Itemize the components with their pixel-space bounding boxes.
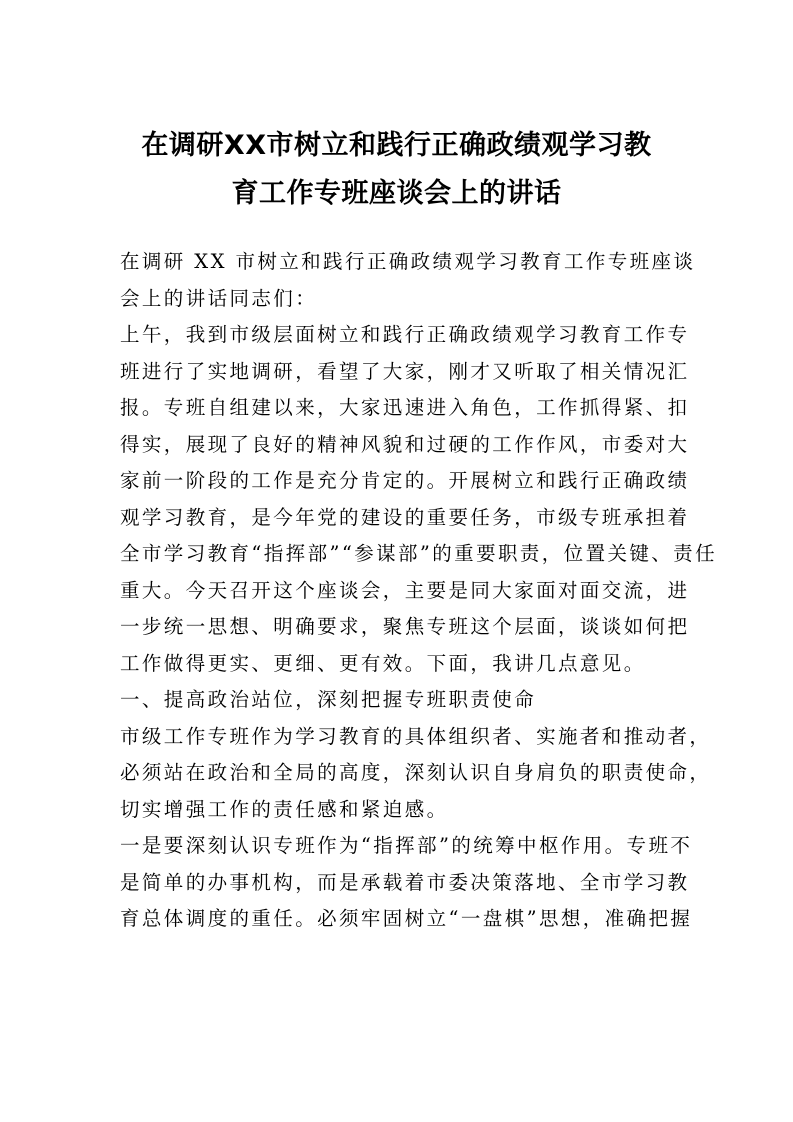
body-line: 一步统一思想、明确要求，聚焦专班这个层面，谈谈如何把 [120,615,690,638]
title-line-1: 在调研XX市树立和践行正确政绩观学习教 [141,130,652,161]
body-line: 重大。今天召开这个座谈会，主要是同大家面对面交流，进 [120,578,690,602]
body-line: 观学习教育，是今年党的建设的重要任务，市级专班承担着 [120,505,690,529]
body-line: 一是要深刻认识专班作为“指挥部”的统筹中枢作用。专班不 [120,834,693,857]
body-line: 工作做得更实、更细、更有效。下面，我讲几点意见。 [120,651,646,675]
body-line: 是简单的办事机构，而是承载着市委决策落地、全市学习教 [120,870,690,894]
body-line: 班进行了实地调研，看望了大家，刚才又听取了相关情况汇 [120,359,690,383]
title-line-2: 育工作专班座谈会上的讲话 [231,178,562,209]
body-line: 全市学习教育“指挥部”“参谋部”的重要职责，位置关键、责任 [120,542,717,565]
body-line: 市级工作专班作为学习教育的具体组织者、实施者和推动者， [120,724,712,748]
body-line: 在调研 XX 市树立和践行正确政绩观学习教育工作专班座谈 [120,250,696,273]
document-title [110,122,683,218]
body-line: 会上的讲话同志们： [120,286,318,310]
body-line: 家前一阶段的工作是充分肯定的。开展树立和践行正确政绩 [120,469,690,492]
document-body [120,244,717,938]
body-line: 报。专班自组建以来，大家迅速进入角色，工作抓得紧、扣 [120,396,690,419]
body-line: 上午，我到市级层面树立和践行正确政绩观学习教育工作专 [120,323,690,346]
section-heading: 一、提高政治站位，深刻把握专班职责使命 [120,688,537,711]
body-line: 育总体调度的重任。必须牢固树立“一盘棋”思想，准确把握 [120,907,693,930]
body-line: 切实增强工作的责任感和紧迫感。 [120,797,449,821]
body-line: 必须站在政治和全局的高度，深刻认识自身肩负的职责使命， [120,761,712,784]
body-line: 得实，展现了良好的精神风貌和过硬的工作作风，市委对大 [120,432,690,456]
